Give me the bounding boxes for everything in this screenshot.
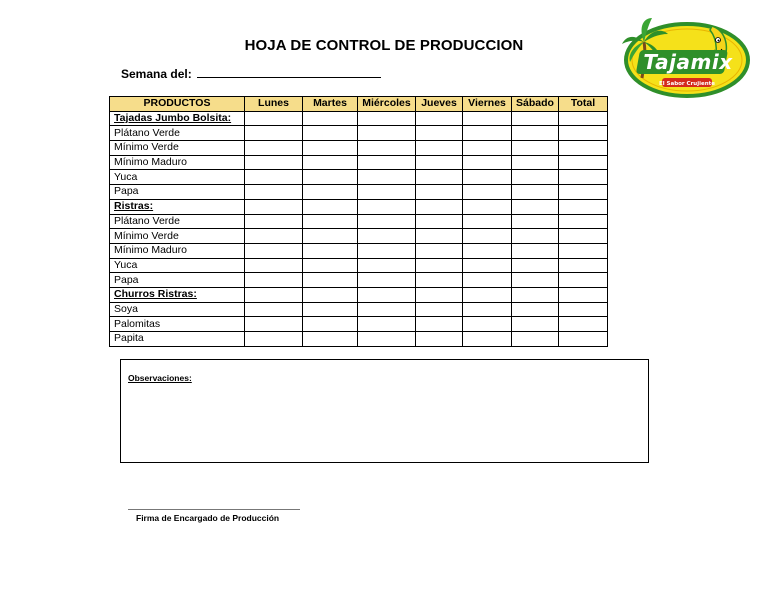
entry-cell[interactable] <box>416 185 463 200</box>
entry-cell[interactable] <box>245 126 303 141</box>
entry-cell[interactable] <box>559 111 608 126</box>
entry-cell[interactable] <box>358 185 416 200</box>
entry-cell[interactable] <box>463 302 512 317</box>
entry-cell[interactable] <box>463 229 512 244</box>
entry-cell[interactable] <box>416 214 463 229</box>
entry-cell[interactable] <box>245 185 303 200</box>
entry-cell[interactable] <box>463 185 512 200</box>
entry-cell[interactable] <box>245 111 303 126</box>
entry-cell[interactable] <box>559 170 608 185</box>
entry-cell[interactable] <box>559 141 608 156</box>
entry-cell[interactable] <box>463 141 512 156</box>
section-row <box>110 287 608 302</box>
entry-cell[interactable] <box>512 199 559 214</box>
entry-cell[interactable] <box>416 287 463 302</box>
entry-cell[interactable] <box>303 170 358 185</box>
column-header-7: Total <box>559 97 608 112</box>
entry-cell[interactable] <box>559 155 608 170</box>
entry-cell[interactable] <box>358 126 416 141</box>
entry-cell[interactable] <box>303 155 358 170</box>
entry-cell[interactable] <box>463 214 512 229</box>
table-row <box>110 332 608 347</box>
entry-cell[interactable] <box>303 287 358 302</box>
entry-cell[interactable] <box>512 287 559 302</box>
entry-cell[interactable] <box>463 332 512 347</box>
product-label: Plátano Verde <box>110 214 245 229</box>
entry-cell[interactable] <box>303 273 358 288</box>
entry-cell[interactable] <box>559 302 608 317</box>
page-title: HOJA DE CONTROL DE PRODUCCION <box>244 37 524 54</box>
week-input-line[interactable] <box>197 67 381 78</box>
table-row <box>110 302 608 317</box>
entry-cell[interactable] <box>303 317 358 332</box>
entry-cell[interactable] <box>303 332 358 347</box>
entry-cell[interactable] <box>512 141 559 156</box>
svg-text:Tajamix: Tajamix <box>643 50 733 74</box>
entry-cell[interactable] <box>559 332 608 347</box>
entry-cell[interactable] <box>358 111 416 126</box>
entry-cell[interactable] <box>303 111 358 126</box>
product-label: Mínimo Maduro <box>110 155 245 170</box>
entry-cell[interactable] <box>512 155 559 170</box>
entry-cell[interactable] <box>245 229 303 244</box>
entry-cell[interactable] <box>559 199 608 214</box>
product-label: Plátano Verde <box>110 126 245 141</box>
entry-cell[interactable] <box>416 332 463 347</box>
table-row <box>110 317 608 332</box>
entry-cell[interactable] <box>512 243 559 258</box>
entry-cell[interactable] <box>245 199 303 214</box>
column-header-3: Miércoles <box>358 97 416 112</box>
entry-cell[interactable] <box>559 273 608 288</box>
entry-cell[interactable] <box>512 302 559 317</box>
entry-cell[interactable] <box>512 317 559 332</box>
product-label: Soya <box>110 302 245 317</box>
entry-cell[interactable] <box>463 287 512 302</box>
entry-cell[interactable] <box>358 273 416 288</box>
entry-cell[interactable] <box>559 287 608 302</box>
entry-cell[interactable] <box>358 170 416 185</box>
product-label: Mínimo Verde <box>110 141 245 156</box>
table-row <box>110 229 608 244</box>
table-row <box>110 273 608 288</box>
entry-cell[interactable] <box>416 229 463 244</box>
entry-cell[interactable] <box>245 141 303 156</box>
entry-cell[interactable] <box>416 155 463 170</box>
entry-cell[interactable] <box>358 243 416 258</box>
entry-cell[interactable] <box>303 243 358 258</box>
entry-cell[interactable] <box>512 273 559 288</box>
entry-cell[interactable] <box>512 126 559 141</box>
observations-box[interactable] <box>120 359 649 463</box>
product-label: Mínimo Maduro <box>110 243 245 258</box>
entry-cell[interactable] <box>512 332 559 347</box>
entry-cell[interactable] <box>512 214 559 229</box>
entry-cell[interactable] <box>303 126 358 141</box>
column-header-4: Jueves <box>416 97 463 112</box>
table-row <box>110 170 608 185</box>
entry-cell[interactable] <box>416 126 463 141</box>
entry-cell[interactable] <box>416 170 463 185</box>
entry-cell[interactable] <box>245 214 303 229</box>
entry-cell[interactable] <box>303 229 358 244</box>
entry-cell[interactable] <box>463 126 512 141</box>
production-table <box>109 96 608 347</box>
observations-label: Observaciones: <box>128 373 192 383</box>
week-field <box>121 67 381 81</box>
product-label: Papa <box>110 185 245 200</box>
column-header-6: Sábado <box>512 97 559 112</box>
entry-cell[interactable] <box>245 332 303 347</box>
entry-cell[interactable] <box>416 141 463 156</box>
column-header-2: Martes <box>303 97 358 112</box>
entry-cell[interactable] <box>358 287 416 302</box>
entry-cell[interactable] <box>416 243 463 258</box>
entry-cell[interactable] <box>303 185 358 200</box>
entry-cell[interactable] <box>416 302 463 317</box>
entry-cell[interactable] <box>303 141 358 156</box>
signature-line <box>128 509 300 510</box>
entry-cell[interactable] <box>559 317 608 332</box>
entry-cell[interactable] <box>245 243 303 258</box>
entry-cell[interactable] <box>512 229 559 244</box>
entry-cell[interactable] <box>358 302 416 317</box>
entry-cell[interactable] <box>463 155 512 170</box>
table-row <box>110 243 608 258</box>
table-header-row <box>110 97 608 112</box>
entry-cell[interactable] <box>512 111 559 126</box>
entry-cell[interactable] <box>463 199 512 214</box>
entry-cell[interactable] <box>245 287 303 302</box>
table-row <box>110 214 608 229</box>
entry-cell[interactable] <box>245 155 303 170</box>
entry-cell[interactable] <box>416 199 463 214</box>
entry-cell[interactable] <box>245 317 303 332</box>
entry-cell[interactable] <box>245 170 303 185</box>
entry-cell[interactable] <box>559 258 608 273</box>
entry-cell[interactable] <box>245 273 303 288</box>
column-header-1: Lunes <box>245 97 303 112</box>
table-row <box>110 258 608 273</box>
entry-cell[interactable] <box>358 141 416 156</box>
brand-tagline: El Sabor Crujiente <box>658 81 716 87</box>
tajamix-logo <box>620 16 750 100</box>
product-label: Mínimo Verde <box>110 229 245 244</box>
entry-cell[interactable] <box>303 258 358 273</box>
product-label: Papa <box>110 273 245 288</box>
entry-cell[interactable] <box>463 317 512 332</box>
entry-cell[interactable] <box>358 199 416 214</box>
entry-cell[interactable] <box>463 243 512 258</box>
entry-cell[interactable] <box>463 258 512 273</box>
entry-cell[interactable] <box>358 317 416 332</box>
entry-cell[interactable] <box>358 258 416 273</box>
entry-cell[interactable] <box>463 170 512 185</box>
entry-cell[interactable] <box>559 126 608 141</box>
entry-cell[interactable] <box>245 258 303 273</box>
entry-cell[interactable] <box>416 317 463 332</box>
column-header-products: PRODUCTOS <box>110 97 245 112</box>
section-label: Ristras: <box>110 199 245 214</box>
entry-cell[interactable] <box>245 302 303 317</box>
section-row <box>110 111 608 126</box>
entry-cell[interactable] <box>559 185 608 200</box>
entry-cell[interactable] <box>358 214 416 229</box>
section-label: Churros Ristras: <box>110 287 245 302</box>
brand-name <box>636 50 733 74</box>
product-label: Papita <box>110 332 245 347</box>
entry-cell[interactable] <box>463 111 512 126</box>
entry-cell[interactable] <box>559 229 608 244</box>
entry-cell[interactable] <box>303 302 358 317</box>
section-row <box>110 199 608 214</box>
entry-cell[interactable] <box>416 273 463 288</box>
product-label: Palomitas <box>110 317 245 332</box>
entry-cell[interactable] <box>512 185 559 200</box>
product-label: Yuca <box>110 170 245 185</box>
table-row <box>110 126 608 141</box>
table-row <box>110 185 608 200</box>
table-row <box>110 155 608 170</box>
entry-cell[interactable] <box>303 199 358 214</box>
signature-label: Firma de Encargado de Producción <box>136 513 280 523</box>
entry-cell[interactable] <box>358 332 416 347</box>
entry-cell[interactable] <box>303 214 358 229</box>
product-label: Yuca <box>110 258 245 273</box>
entry-cell[interactable] <box>463 273 512 288</box>
entry-cell[interactable] <box>512 170 559 185</box>
entry-cell[interactable] <box>416 258 463 273</box>
entry-cell[interactable] <box>512 258 559 273</box>
week-label: Semana del: <box>121 67 192 81</box>
entry-cell[interactable] <box>416 111 463 126</box>
column-header-5: Viernes <box>463 97 512 112</box>
entry-cell[interactable] <box>559 214 608 229</box>
entry-cell[interactable] <box>358 155 416 170</box>
entry-cell[interactable] <box>559 243 608 258</box>
entry-cell[interactable] <box>358 229 416 244</box>
section-label: Tajadas Jumbo Bolsita: <box>110 111 245 126</box>
table-row <box>110 141 608 156</box>
